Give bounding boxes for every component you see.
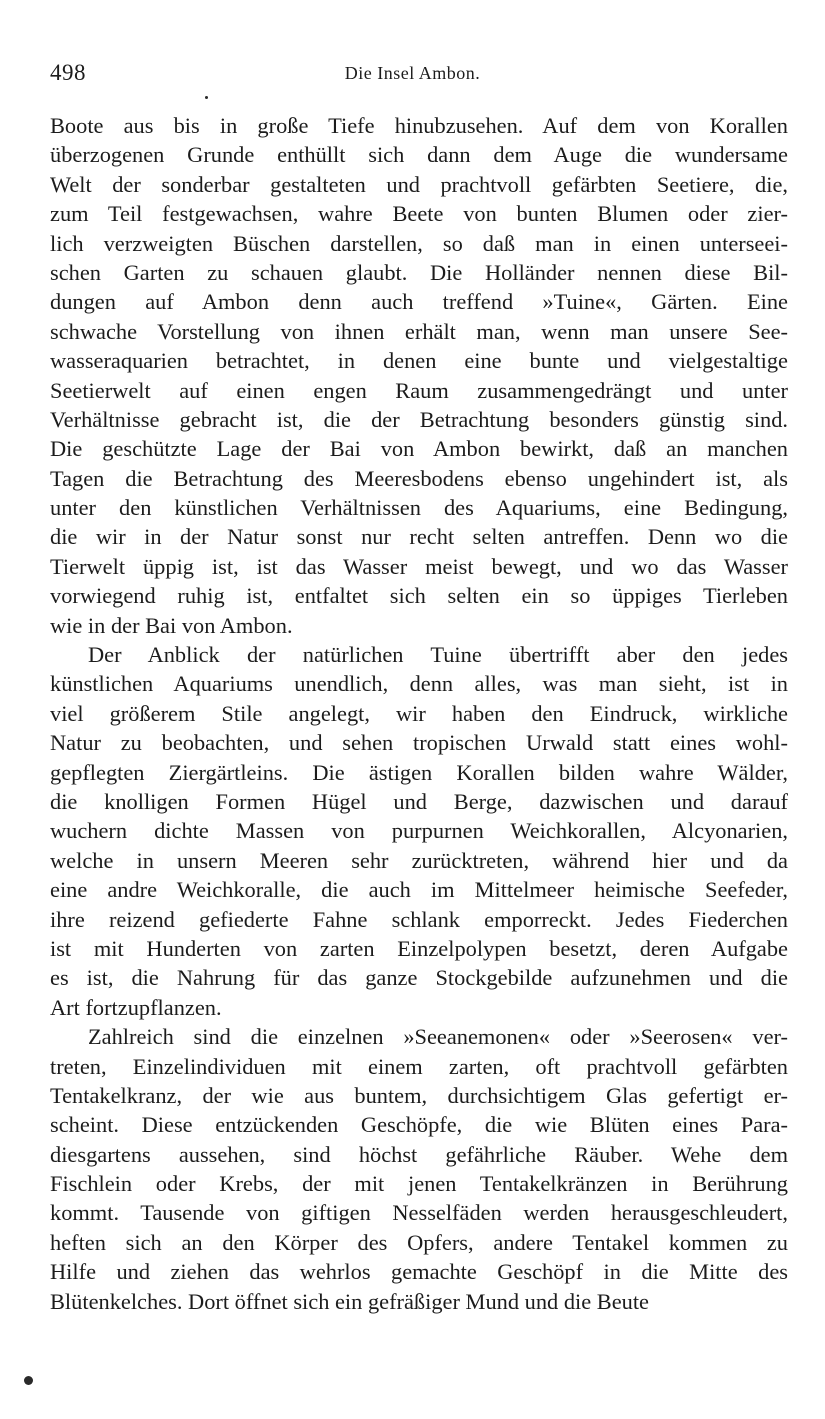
text-line: überzogenen Grunde enthüllt sich dann dem Auge die wundersame (50, 142, 788, 168)
page-number: 498 (50, 60, 86, 85)
text-line: schwache Vorstellung von ihnen erhält man, wenn man unsere See- (50, 318, 788, 344)
paragraph (50, 111, 788, 640)
text-line: Die geschützte Lage der Bai von Ambon bewirkt, daß an manchen (50, 436, 788, 462)
body-text (50, 111, 788, 1316)
text-line: Zahlreich sind die einzelnen »Seeanemonen« oder »Seerosen« ver- (88, 1024, 788, 1050)
text-line: ihre reizend gefiederte Fahne schlank emporreckt. Jedes Fiederchen (50, 906, 788, 932)
text-line: Boote aus bis in große Tiefe hinubzusehen. Auf dem von Korallen (50, 113, 788, 138)
text-line: Art fortzupflanzen. (50, 994, 222, 1020)
text-line: schen Garten zu schauen glaubt. Die Holländer nennen diese Bil- (50, 259, 788, 285)
text-line: Fischlein oder Krebs, der mit jenen Tentakelkränzen in Berührung (50, 1171, 788, 1197)
text-line: kommt. Tausende von giftigen Nesselfäden werden herausgeschleudert, (50, 1200, 788, 1226)
paragraph (50, 1022, 788, 1316)
text-line: Tierwelt üppig ist, ist das Wasser meist bewegt, und wo das Wasser (50, 553, 788, 579)
text-line: vorwiegend ruhig ist, entfaltet sich selten ein so üppiges Tierleben (50, 583, 788, 609)
text-line: scheint. Diese entzückenden Geschöpfe, die wie Blüten eines Para- (50, 1112, 788, 1138)
text-line: Tentakelkranz, der wie aus buntem, durchsichtigem Glas gefertigt er- (50, 1082, 788, 1108)
text-line: Tagen die Betrachtung des Meeresbodens ebenso ungehindert ist, als (50, 465, 788, 491)
text-line: Der Anblick der natürlichen Tuine übertrifft aber den jedes (88, 642, 788, 668)
text-line: welche in unsern Meeren sehr zurücktreten, während hier und da (50, 847, 788, 873)
text-line: lich verzweigten Büschen darstellen, so daß man in einen unterseei- (50, 230, 788, 256)
text-line: Blütenkelches. Dort öffnet sich ein gefräßiger Mund und die Beute (50, 1288, 649, 1314)
text-line: die knolligen Formen Hügel und Berge, dazwischen und darauf (50, 788, 788, 814)
text-line: gepflegten Ziergärtleins. Die ästigen Korallen bilden wahre Wälder, (50, 759, 788, 785)
ink-speck (205, 96, 208, 99)
running-head: Die Insel Ambon. (344, 63, 481, 83)
text-line: Hilfe und ziehen das wehrlos gemachte Geschöpf in die Mitte des (50, 1259, 788, 1285)
text-line: diesgartens aussehen, sind höchst gefährliche Räuber. Wehe dem (50, 1141, 788, 1167)
paragraph (50, 640, 788, 1022)
text-line: die wir in der Natur sonst nur recht selten antreffen. Denn wo die (50, 524, 788, 550)
text-line: wuchern dichte Massen von purpurnen Weichkorallen, Alcyonarien, (50, 818, 788, 844)
text-line: wie in der Bai von Ambon. (50, 612, 293, 638)
text-line: es ist, die Nahrung für das ganze Stockgebilde aufzunehmen und die (50, 965, 788, 991)
text-line: unter den künstlichen Verhältnissen des Aquariums, eine Bedingung, (50, 495, 788, 521)
text-line: Natur zu beobachten, und sehen tropischen Urwald statt eines wohl- (50, 730, 788, 756)
text-line: Seetierwelt auf einen engen Raum zusammengedrängt und unter (50, 377, 788, 403)
text-line: heften sich an den Körper des Opfers, andere Tentakel kommen zu (50, 1229, 788, 1255)
text-line: Verhältnisse gebracht ist, die der Betrachtung besonders günstig sind. (50, 406, 788, 432)
text-line: viel größerem Stile angelegt, wir haben den Eindruck, wirkliche (50, 700, 788, 726)
text-line: wasseraquarien betrachtet, in denen eine bunte und vielgestaltige (50, 348, 788, 374)
text-line: dungen auf Ambon denn auch treffend »Tuine«, Gärten. Eine (50, 289, 788, 315)
text-line: ist mit Hunderten von zarten Einzelpolypen besetzt, deren Aufgabe (50, 935, 788, 961)
text-line: treten, Einzelindividuen mit einem zarten, oft prachtvoll gefärbten (50, 1053, 788, 1079)
text-line: zum Teil festgewachsen, wahre Beete von bunten Blumen oder zier- (50, 201, 788, 227)
text-line: Welt der sonderbar gestalteten und prachtvoll gefärbten Seetiere, die, (50, 171, 788, 197)
text-line: künstlichen Aquariums unendlich, denn alles, was man sieht, ist in (50, 671, 788, 697)
text-line: eine andre Weichkoralle, die auch im Mittelmeer heimische Seefeder, (50, 877, 788, 903)
ink-speck (24, 1376, 33, 1385)
